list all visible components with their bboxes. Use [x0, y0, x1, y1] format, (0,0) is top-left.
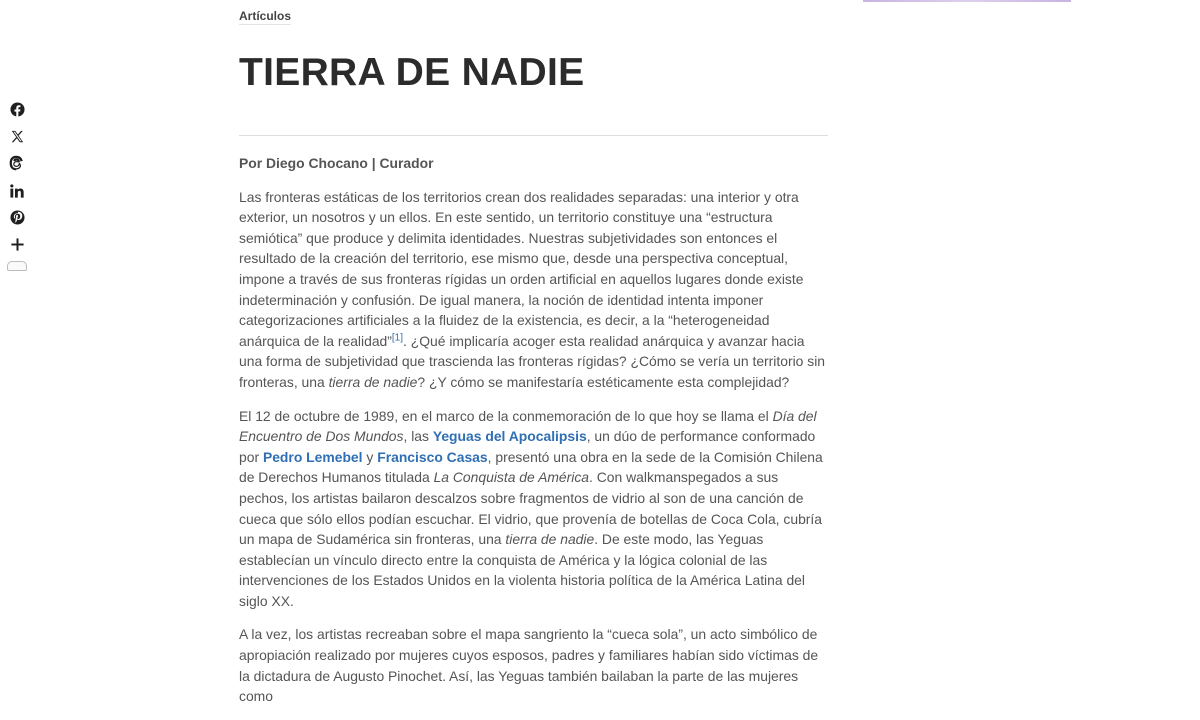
- threads-icon: [10, 156, 24, 171]
- paragraph-text: Las fronteras estáticas de los territorios crean dos realidades separadas: una interior y otra exterior, un nosotros y un ellos. En este sentido, un territorio constituye una “estructura semiótica” que produce y delimita identidades. Nuestras subjetividades son entonces el resultado de la creación del territorio, ese mismo que, desde una perspectiva conceptual, impone a través de sus fronteras rígidas un orden artificial en aquellos lugares donde existe indeterminación y confusión. De igual manera, la noción de identidad intenta imponer categorizaciones artificiales a la fluidez de la existencia, es decir, a la “heterogeneidad anárquica de la realidad”: [239, 188, 804, 349]
- paragraph-text: , un dúo de performance conformado por: [239, 428, 816, 465]
- paragraph-text: ? ¿Y cómo se manifestaría estéticamente esta complejidad?: [417, 373, 790, 390]
- paragraph-3: [239, 624, 829, 706]
- share-collapse-toggle[interactable]: [7, 261, 27, 271]
- paragraph-text: , presentó una obra en la sede de la Comisión Chilena de Derechos Humanos titulada: [239, 448, 823, 486]
- linkedin-icon: [10, 184, 24, 198]
- title-divider: [239, 135, 828, 136]
- share-threads-button[interactable]: [7, 150, 27, 177]
- link-pedro-lemebel[interactable]: Pedro Lemebel: [262, 448, 363, 465]
- paragraph-emphasis: tierra de nadie: [328, 373, 418, 390]
- share-facebook-button[interactable]: [7, 96, 27, 123]
- paragraph-text: . Con walkmanspegados a sus pechos, los artistas bailaron descalzos sobre fragmentos de vidrio al son de una canción de cueca que sólo ellos podían escuchar. El vidrio, que provenía de botellas de Coca Cola, cubría un mapa de Sudamérica sin fronteras, una: [239, 469, 822, 548]
- share-sidebar: [7, 96, 27, 271]
- article-byline: Por Diego Chocano | Curador: [239, 155, 434, 171]
- share-x-button[interactable]: [7, 123, 27, 150]
- advertisement-banner[interactable]: [863, 0, 1071, 2]
- link-francisco-casas[interactable]: Francisco Casas: [377, 448, 488, 465]
- share-pinterest-button[interactable]: [7, 204, 27, 231]
- paragraph-text: , las: [403, 428, 433, 445]
- article-title: TIERRA DE NADIE: [239, 51, 585, 94]
- link-yeguas-del-apocalipsis[interactable]: Yeguas del Apocalipsis: [432, 428, 587, 445]
- pinterest-icon: [10, 210, 25, 225]
- x-icon: [11, 130, 24, 143]
- share-more-button[interactable]: [7, 231, 27, 258]
- share-linkedin-button[interactable]: [7, 177, 27, 204]
- paragraph-text: . ¿Qué implicaría acoger esta realidad anárquica y avanzar hacia una forma de subjetividad que trascienda las fronteras rígidas? ¿Cómo se vería un territorio sin fronteras, una: [239, 332, 826, 390]
- paragraph-emphasis: Día del Encuentro de Dos Mundos: [239, 407, 817, 445]
- plus-icon: [11, 238, 24, 251]
- facebook-icon: [10, 102, 25, 117]
- paragraph-text: . De este modo, las Yeguas establecían un vínculo directo entre la conquista de América y la lógica colonial de las intervenciones de los Estados Unidos en la violenta historia política de la América Latina del siglo XX.: [239, 531, 805, 609]
- footnote-link[interactable]: [1]: [391, 332, 404, 344]
- article-body: [239, 153, 829, 720]
- paragraph-text: El 12 de octubre de 1989, en el marco de la conmemoración de lo que hoy se llama el: [239, 407, 773, 424]
- paragraph-emphasis: La Conquista de América: [433, 469, 590, 486]
- paragraph-text: A la vez, los artistas recreaban sobre el mapa sangriento la “cueca sola”, un acto simbólico de apropiación realizado por mujeres cuyos esposos, padres y familiares habían sido víctimas de la dictadura de Augusto Pinochet. Así, las Yeguas también bailaban la parte de las mujeres como: [239, 626, 819, 705]
- paragraph-emphasis: tierra de nadie: [505, 531, 595, 548]
- paragraph-2: [239, 406, 829, 612]
- category-link[interactable]: Artículos: [239, 9, 292, 23]
- paragraph-text: y: [362, 448, 378, 465]
- paragraph-1: [239, 187, 829, 393]
